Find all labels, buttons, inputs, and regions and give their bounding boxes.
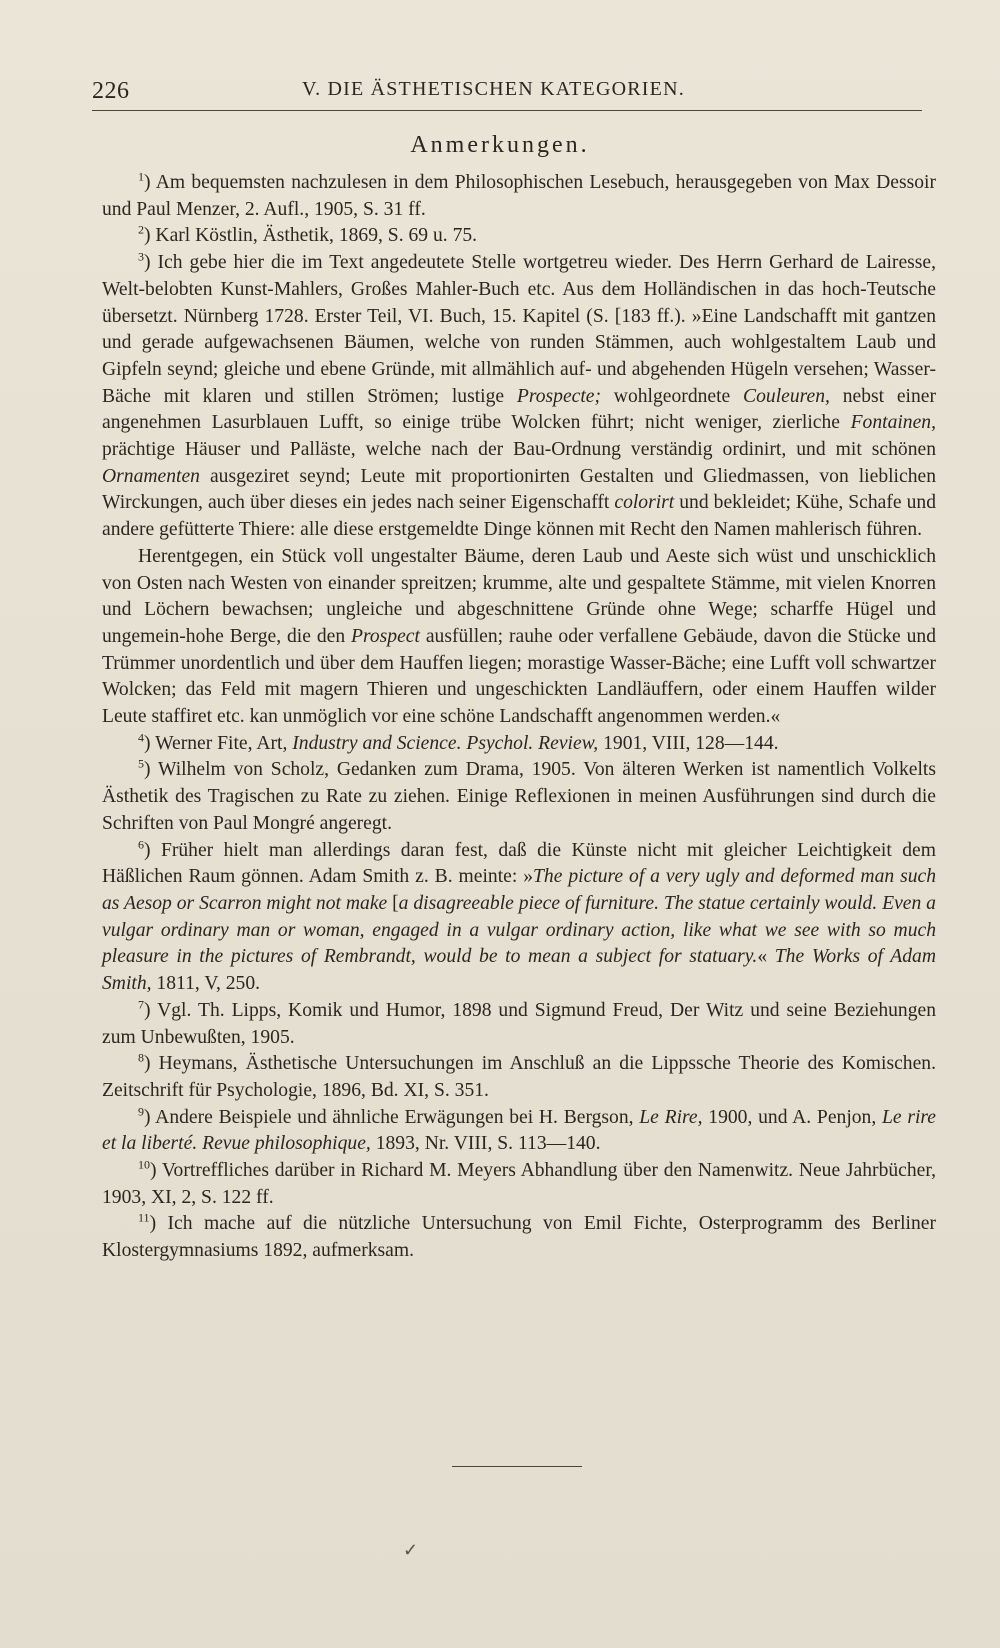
note-text: 1901, VIII, 128—144. (598, 732, 779, 754)
note-text: Herentgegen, ein Stück voll ungestalter Bäume, deren Laub und Aeste sich wüst und unschicklich von Osten nach Westen von einander spreitzen; krumme, alte und gespaltete Stämme, mit vielen Knorren und Löchern bewachsen; ungleiche und abgeschnittene Gründe ohne Wege; scharffe Hügel und ungemein-hohe Berge, die den (102, 545, 936, 647)
note-number: 3 (138, 249, 144, 264)
note-text: nebst einer angenehmen Lasurblauen Lufft, so einige trübe Wolcken führt; nicht weniger, zierliche (102, 385, 936, 434)
italic-title: Le Rire, (639, 1106, 703, 1128)
italic-term: Couleuren, (743, 385, 830, 407)
note-text: ) Werner Fite, Art, (144, 732, 293, 754)
note-text: ) Karl Köstlin, Ästhetik, 1869, S. 69 u. 75. (144, 225, 478, 247)
note-number: 6 (138, 837, 144, 852)
italic-quote: The picture of a very ugly and deformed man such as Aesop or Scarron might not make (102, 866, 936, 914)
note-number: 8 (138, 1050, 144, 1065)
note-11 (102, 1211, 936, 1264)
note-number: 10 (138, 1157, 150, 1172)
note-10 (102, 1158, 936, 1211)
note-text: ) Vortreffliches darüber in Richard M. Meyers Abhandlung über den Namenwitz. Neue Jahrbücher, 1903, XI, 2, S. 122 ff. (102, 1160, 936, 1208)
italic-quote: a disagreeable piece of furniture. The statue certainly would. Even a vulgar ordinary man or woman, engaged in a vulgar ordinary action, like what we see with so much pleasure in the pictures of Rembrandt, would be to mean a subject for statuary. (102, 892, 936, 968)
note-number: 4 (138, 730, 144, 745)
note-2 (102, 223, 936, 250)
closing-rule (452, 1466, 582, 1467)
note-text: ) Vgl. Th. Lipps, Komik und Humor, 1898 und Sigmund Freud, Der Witz und seine Beziehungen zum Unbewußten, 1905. (102, 999, 936, 1048)
page-number: 226 (92, 78, 130, 104)
italic-title: Le rire et la liberté. Revue philosophique, (102, 1106, 936, 1155)
note-6 (102, 838, 936, 998)
italic-term: colorirt (614, 492, 675, 514)
note-text: ) Ich gebe hier die im Text angedeutete Stelle wortgetreu wieder. Des Herrn Gerhard de Lairesse, Welt-belobten Kunst-Mahlers, Großes Mahler-Buch etc. Aus dem Holländischen in das hoch-Teutsche übersetzt. Nürnberg 1728. Erster Teil, VI. Buch, 15. Kapitel (S. [183 ff.). »Eine Landschafft mit gantzen und gerade aufgewachsenen Bäumen, welche von runden Stämmen, auch wohlgestaltem Laub und Gipfeln seynd; gleiche und ebene Gründe, mit allmählich auf- und abgehenden Hügeln versehen; Wasser-Bäche mit klaren und stillen Strömen; lustige (102, 252, 936, 407)
running-head (92, 76, 922, 111)
note-1 (102, 170, 936, 223)
note-number: 1 (138, 169, 144, 184)
note-text: 1893, Nr. VIII, S. 113—140. (370, 1133, 601, 1155)
note-text: ) Ich mache auf die nützliche Untersuchung von Emil Fichte, Osterprogramm des Berliner Klostergymnasiums 1892, aufmerksam. (102, 1213, 936, 1262)
note-8 (102, 1051, 936, 1104)
italic-title: Industry and Science. Psychol. Review, (292, 732, 599, 754)
note-text: wohlgeordnete (601, 385, 744, 407)
chapter-title: V. DIE ÄSTHETISCHEN KATEGORIEN. (302, 78, 685, 100)
italic-term: Ornamenten (102, 465, 200, 487)
note-text: ausfüllen; rauhe oder verfallene Gebäude, davon die Stücke und Trümmer unordentlich und über dem Hauffen liegen; morastige Wasser-Bäche; eine Lufft voll schwartzer Wolcken; das Feld mit magern Thieren und ungeschickten Landläuffern, oder einem Hauffen wilder Leute staffiret etc. kan unmöglich vor eine schöne Landschafft angenommen werden.« (102, 625, 936, 728)
note-number: 7 (138, 997, 144, 1012)
note-text: ) Früher hielt man allerdings daran fest, daß die Künste nicht mit gleicher Leichtigkeit dem Häßlichen Raum gönnen. Adam Smith z. B. meinte: » (102, 839, 936, 888)
note-text: ) Wilhelm von Scholz, Gedanken zum Drama, 1905. Von älteren Werken ist namentlich Volkelts Ästhetik des Tragischen zu Rate zu ziehen. Einige Reflexionen in meinen Ausführungen sind durch die Schriften von Paul Mongré angeregt. (102, 759, 936, 834)
note-text: ) Heymans, Ästhetische Untersuchungen im Anschluß an die Lippssche Theorie des Komischen. Zeitschrift für Psychologie, 1896, Bd. XI, S. 351. (102, 1053, 936, 1101)
note-text: [ (387, 892, 399, 914)
note-text: ) Andere Beispiele und ähnliche Erwägungen bei H. Bergson, (144, 1106, 640, 1128)
note-9 (102, 1105, 936, 1158)
note-number: 2 (138, 222, 144, 237)
note-number: 9 (138, 1104, 144, 1119)
note-text: 1811, V, 250. (151, 973, 261, 995)
note-text: 1900, und A. Penjon, (702, 1106, 882, 1128)
note-text: prächtige Häuser und Palläste, welche nach der Bau-Ordnung verständig ordinirt, und mit schönen (102, 439, 936, 461)
endnotes (102, 170, 936, 1265)
note-text: und bekleidet; Kühe, Schafe und andere gefütterte Thiere: alle diese erstgemeldte Dinge können mit Recht den Namen mahlerisch führen. (102, 492, 936, 541)
note-3 (102, 250, 936, 544)
note-number: 11 (138, 1210, 150, 1225)
section-heading: Anmerkungen. (410, 132, 590, 158)
italic-term: Prospecte; (516, 385, 602, 407)
italic-term: Prospect (351, 625, 420, 647)
pencil-mark: ✓ (403, 1540, 419, 1560)
italic-title: The Works of Adam Smith, (102, 946, 936, 995)
note-text: ) Am bequemsten nachzulesen in dem Philosophischen Lesebuch, herausgegeben von Max Dessoir und Paul Menzer, 2. Aufl., 1905, S. 31 ff. (102, 172, 936, 220)
note-5 (102, 757, 936, 837)
note-4 (102, 731, 936, 758)
note-3-continuation (102, 544, 936, 731)
note-text: ausgeziret seynd; Leute mit proportionirten Gestalten und Gliedmassen, von lieblichen Wirckungen, auch über dieses ein jedes nach seiner Eigenschafft (102, 465, 936, 514)
italic-term: Fontainen, (850, 412, 936, 434)
note-7 (102, 998, 936, 1051)
note-text: « (757, 946, 775, 968)
note-number: 5 (138, 756, 144, 771)
